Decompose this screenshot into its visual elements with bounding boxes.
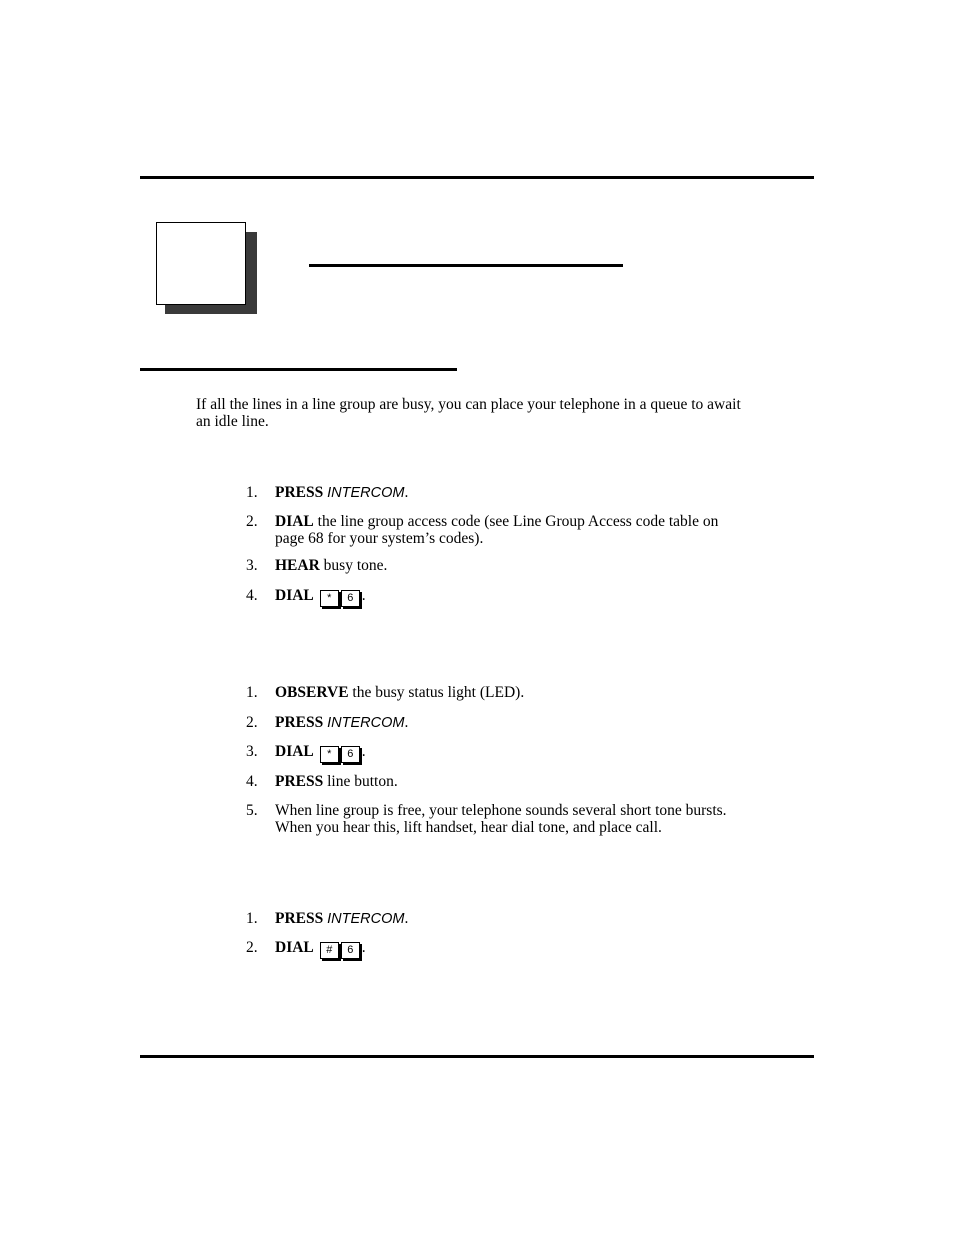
- step-number: 2.: [246, 714, 258, 731]
- step-verb: PRESS: [275, 773, 324, 790]
- section-rule: [140, 368, 457, 371]
- bottom-rule: [140, 1055, 814, 1058]
- star-key-icon: *: [320, 746, 339, 763]
- step-number: 2.: [246, 939, 258, 956]
- punctuation: .: [404, 714, 409, 731]
- step-verb: PRESS: [275, 910, 324, 927]
- step-number: 2.: [246, 513, 258, 530]
- punctuation: .: [361, 587, 366, 604]
- keypad-keys: [320, 746, 362, 763]
- step-verb: PRESS: [275, 714, 324, 731]
- button-name: INTERCOM: [327, 911, 405, 927]
- six-key-icon: 6: [341, 746, 360, 763]
- six-key-icon: 6: [341, 590, 360, 607]
- button-name: INTERCOM: [327, 715, 405, 731]
- step-text: line button.: [323, 773, 398, 790]
- step-verb: DIAL: [275, 513, 314, 530]
- button-name: INTERCOM: [327, 485, 405, 501]
- step-number: 1.: [246, 684, 258, 701]
- title-underline: [309, 264, 623, 267]
- step-verb: DIAL: [275, 743, 314, 760]
- step-number: 3.: [246, 557, 258, 574]
- keypad-keys: [320, 590, 362, 607]
- punctuation: .: [404, 910, 409, 927]
- top-rule: [140, 176, 814, 179]
- step-verb: DIAL: [275, 587, 314, 604]
- step-number: 3.: [246, 743, 258, 760]
- step-verb: DIAL: [275, 939, 314, 956]
- chapter-tab: [156, 222, 246, 305]
- step-verb: OBSERVE: [275, 684, 349, 701]
- star-key-icon: *: [320, 590, 339, 607]
- pound-key-icon: #: [320, 942, 339, 959]
- step-number: 4.: [246, 587, 258, 604]
- step-text: the busy status light (LED).: [348, 684, 525, 701]
- six-key-icon: 6: [341, 942, 360, 959]
- step-text: When line group is free, your telephone sounds several short tone bursts. When you hear this, lift handset, hear dial tone, and place call.: [275, 802, 727, 836]
- step-number: 1.: [246, 910, 258, 927]
- step-verb: PRESS: [275, 484, 324, 501]
- punctuation: .: [361, 743, 366, 760]
- punctuation: .: [404, 484, 409, 501]
- step-number: 1.: [246, 484, 258, 501]
- punctuation: .: [361, 939, 366, 956]
- step-number: 5.: [246, 802, 258, 819]
- step-verb: HEAR: [275, 557, 320, 574]
- step-number: 4.: [246, 773, 258, 790]
- keypad-keys: [320, 942, 362, 959]
- step-text: busy tone.: [319, 557, 388, 574]
- intro-paragraph: If all the lines in a line group are busy, you can place your telephone in a queue to await an idle line.: [196, 396, 741, 430]
- step-text: the line group access code (see Line Group Access code table on page 68 for your system’s codes).: [275, 513, 719, 547]
